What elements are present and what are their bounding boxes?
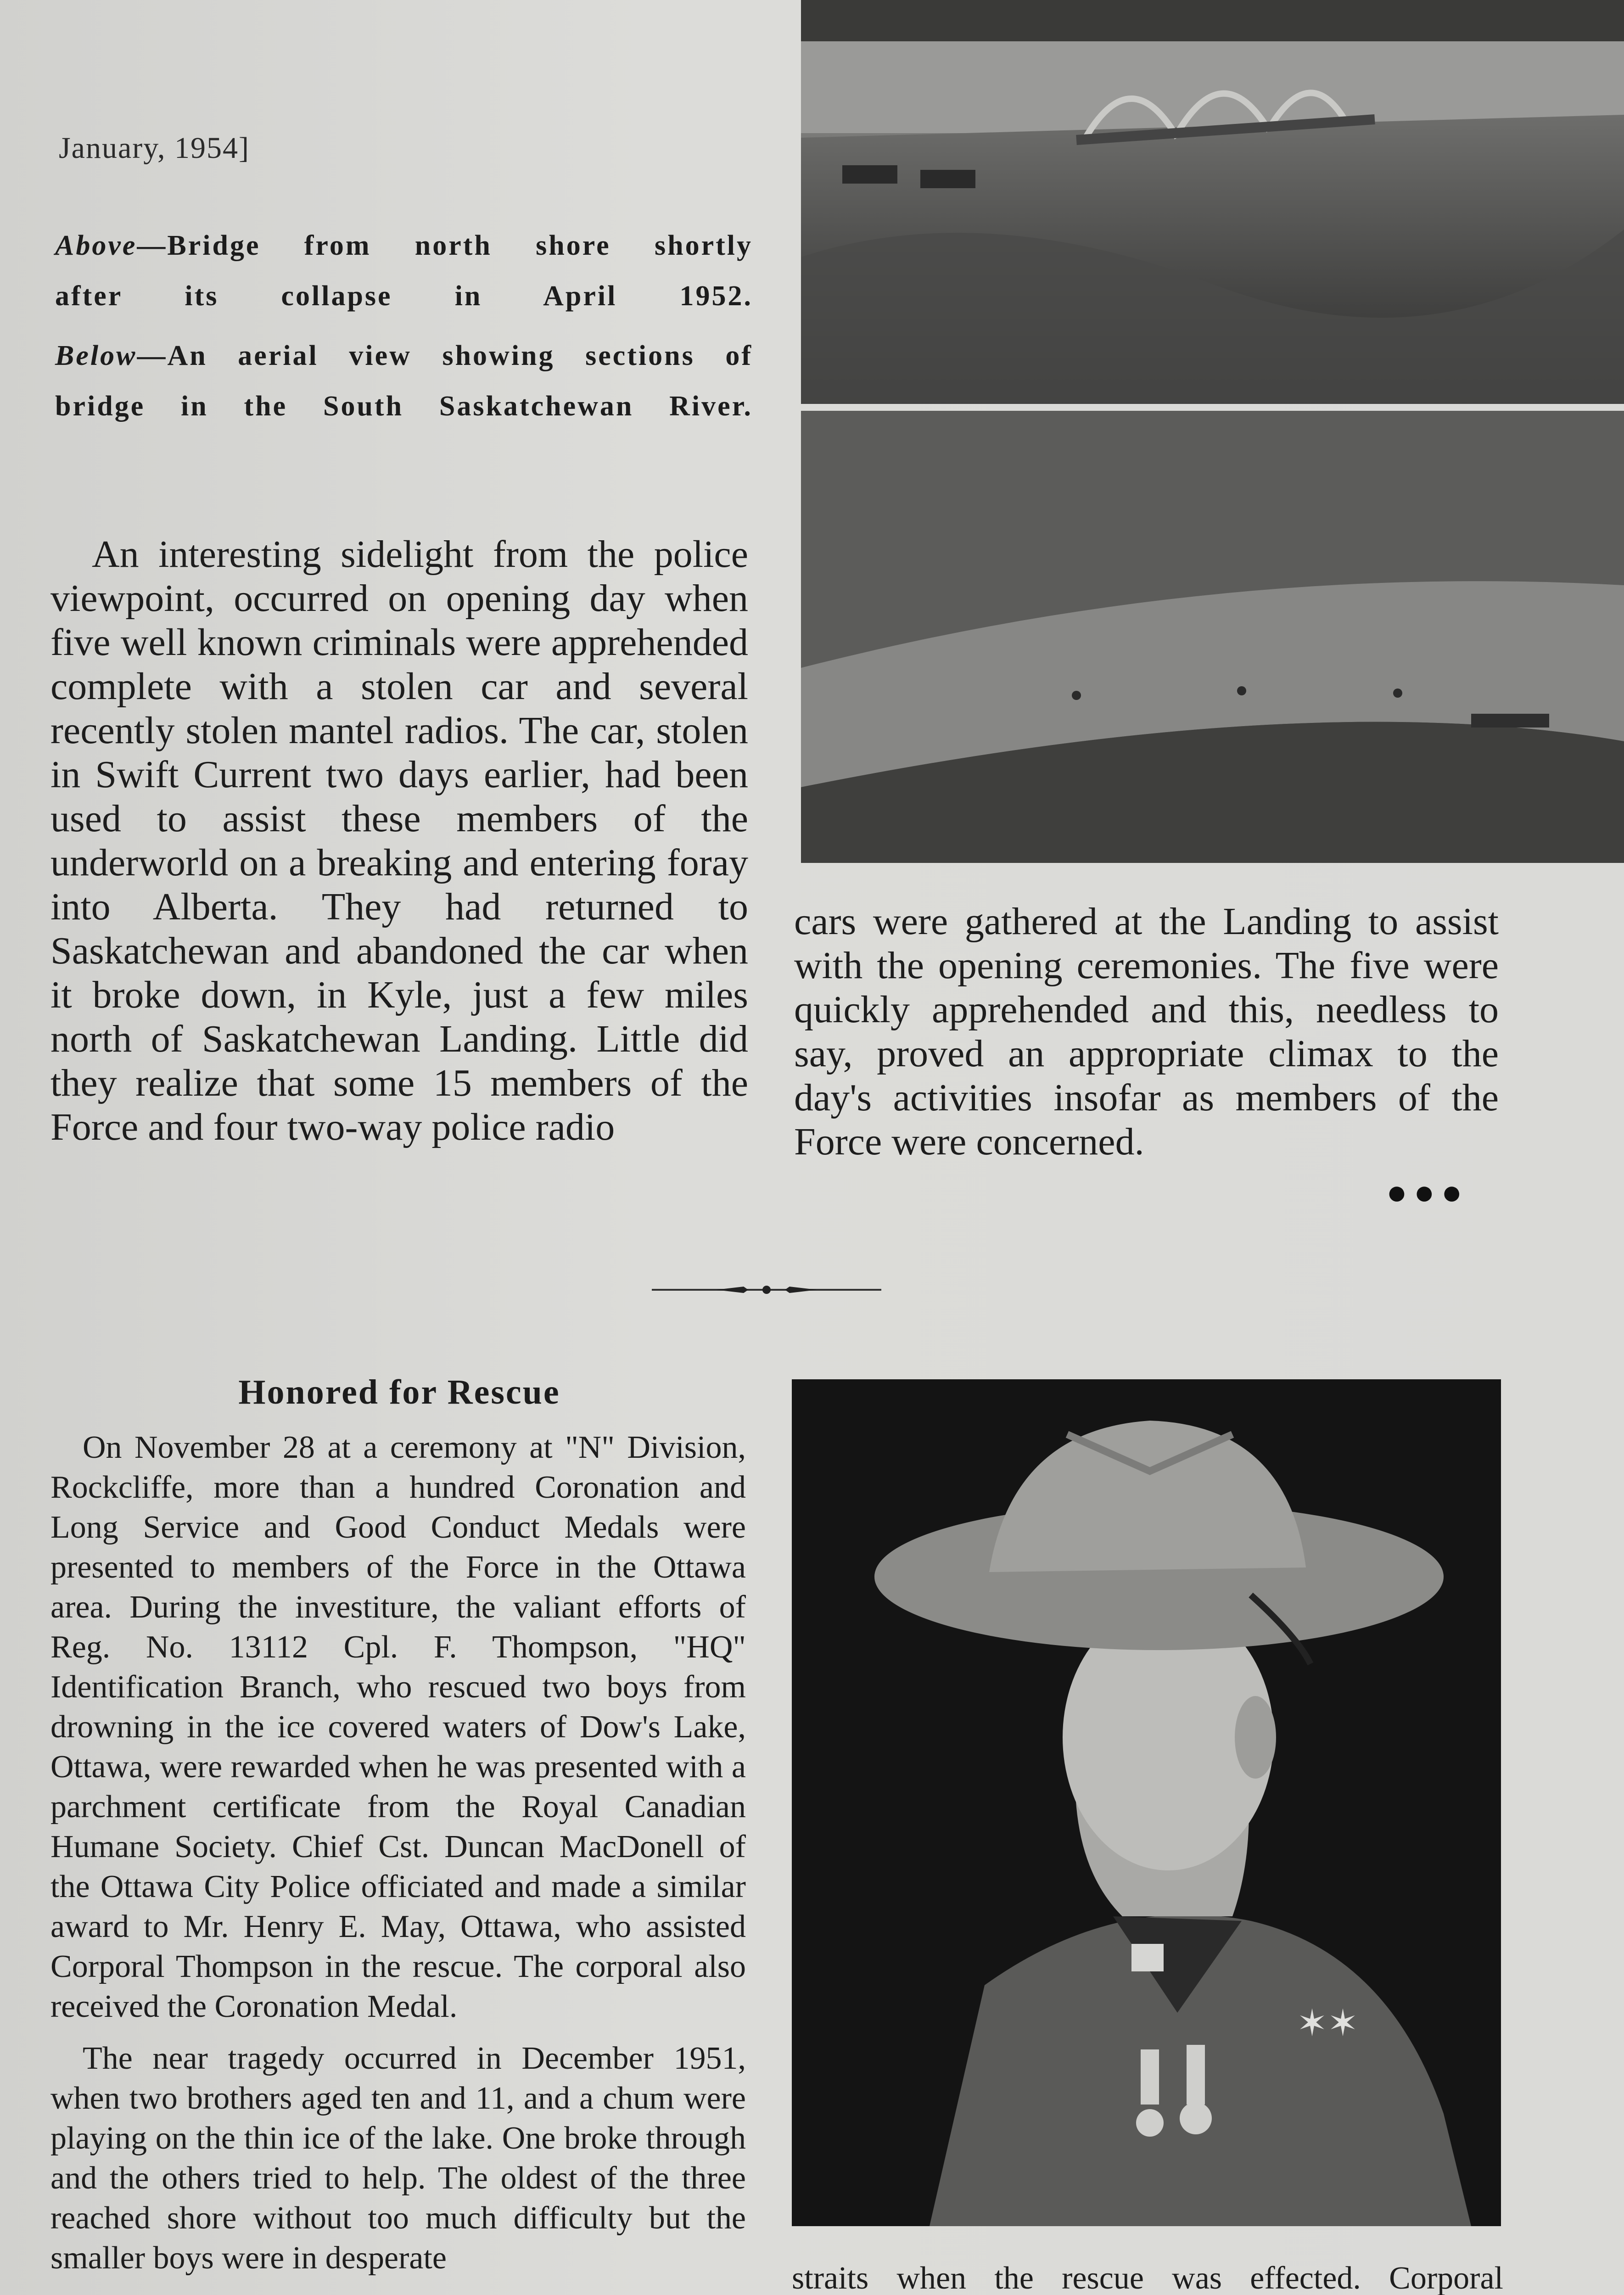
caption-above-dash: — [137, 230, 168, 261]
article-one-left-text: An interesting sidelight from the police viewpoint, occurred on opening day when five well known criminals were apprehended complete with a stolen car and several recently stolen mantel radios. The car, stolen in Swift Current two days earlier, had been used to assist these members of the underworld on a breaking and entering foray into Alberta. They had returned to Saskatchewan and abandoned the car when it broke down, in Kyle, just a few miles north of Saskatchewan Landing. Little did they realize that some 15 members of the Force and four two-way police radio [50, 533, 748, 1148]
caption-above-line1: Bridge from north shore shortly [167, 230, 753, 261]
section-divider [652, 1283, 881, 1297]
caption-below-line1: An aerial view showing sections of [167, 340, 753, 371]
corporal-portrait-photo [792, 1379, 1501, 2226]
article-one-right-column [794, 900, 1499, 1164]
caption-above [55, 220, 753, 321]
article-one-right-text: cars were gathered at the Landing to assist with the opening ceremonies. The five were quickly apprehended and this, needless to say, proved an appropriate climax to the day's activities insofar as members of the Force were concerned. [794, 900, 1499, 1163]
caption-below-line2: bridge in the South Saskatchewan River. [55, 391, 753, 422]
running-head: January, 1954] [59, 131, 250, 165]
aerial-river-photo [801, 411, 1624, 863]
caption-above-lead: Above [55, 230, 137, 261]
bridge-collapse-photo [801, 0, 1624, 404]
article-two-left-column [50, 1427, 746, 2278]
article-two-paragraph1: On November 28 at a ceremony at "N" Division, Rockcliffe, more than a hundred Coronation and Long Service and Good Conduct Medals were presented to members of the Force in the Ottawa area. During the investiture, the valiant efforts of Reg. No. 13112 Cpl. F. Thompson, "HQ" Identification Branch, who rescued two boys from drowning in the ice covered waters of Dow's Lake, Ottawa, were rewarded when he was presented with a parchment certificate from the Royal Canadian Humane Society. Chief Cst. Duncan MacDonell of the Ottawa City Police officiated and made a similar award to Mr. Henry E. May, Ottawa, who assisted Corporal Thompson in the rescue. The corporal also received the Coronation Medal. [50, 1430, 746, 2024]
caption-above-line2: after its collapse in April 1952. [55, 280, 753, 312]
article-two-right-text: straits when the rescue was effected. Corporal [792, 2261, 1503, 2295]
svg-text:✶✶: ✶✶ [1297, 2002, 1359, 2044]
article-one-left-column [50, 532, 748, 1149]
caption-below-dash: — [137, 340, 168, 371]
caption-below-lead: Below [55, 340, 137, 371]
article-two-paragraph2: The near tragedy occurred in December 1951, when two brothers aged ten and 11, and a chum were playing on the thin ice of the lake. One broke through and the others tried to help. The oldest of the three reached shore without too much difficulty but the smaller boys were in desperate [50, 2041, 746, 2276]
end-mark: ●●● [1386, 1173, 1469, 1212]
caption-below [55, 330, 753, 431]
article-two-right-column [792, 2258, 1503, 2295]
article-two-heading: Honored for Rescue [238, 1373, 560, 1411]
